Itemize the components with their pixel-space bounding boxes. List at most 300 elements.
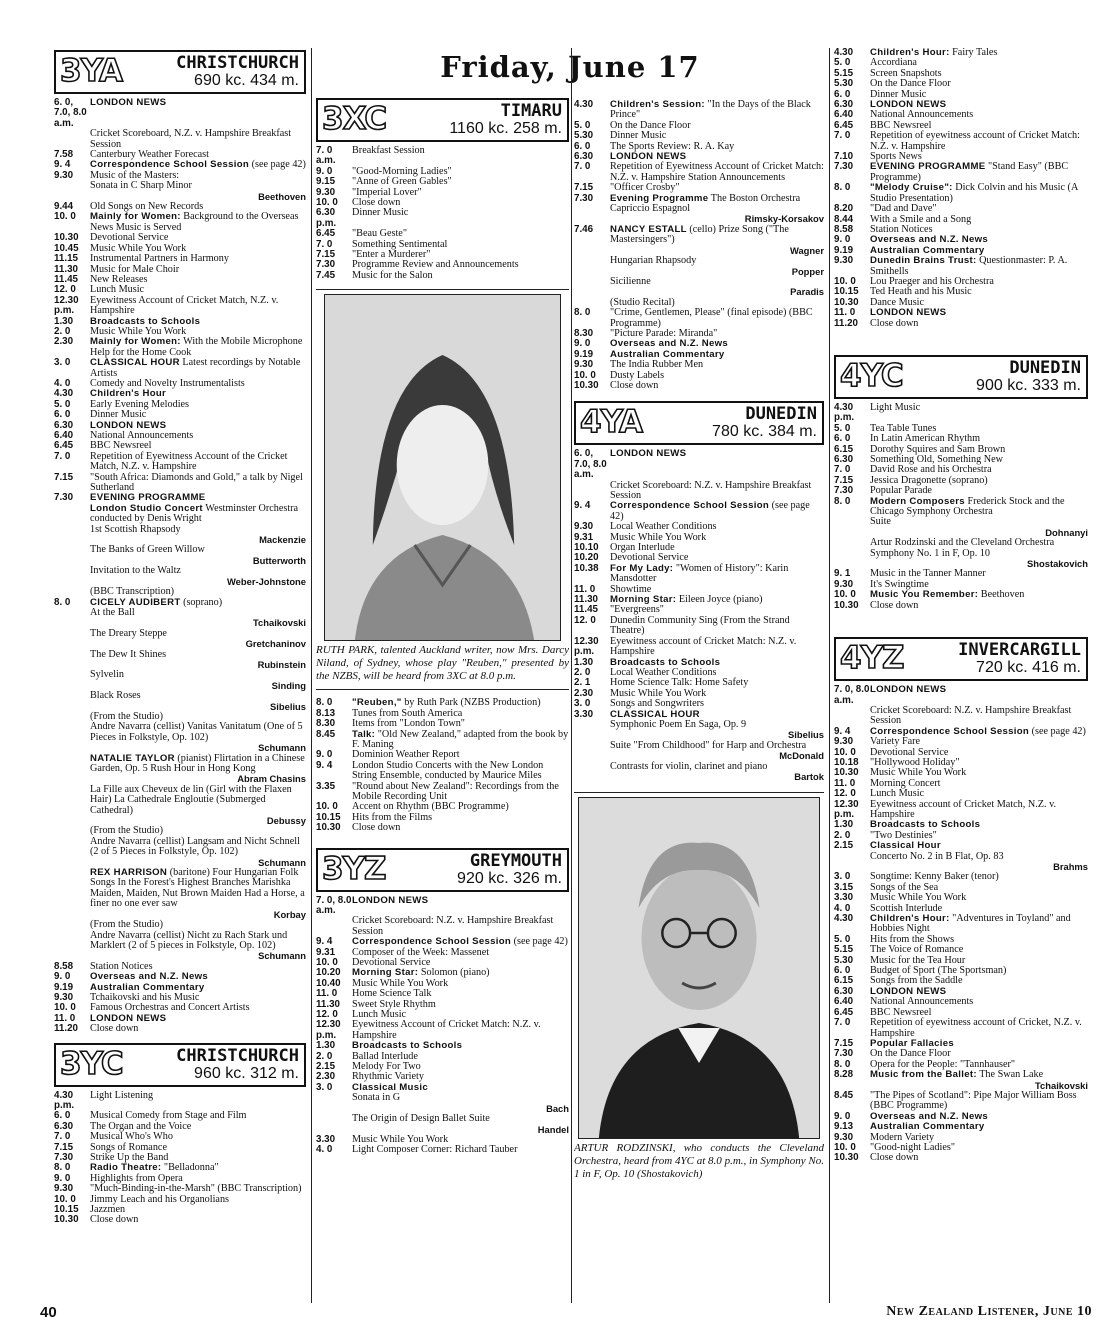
programme-title: Close down bbox=[610, 379, 659, 391]
station-box-3yz bbox=[316, 848, 569, 892]
programme-highlight: Music You Remember: bbox=[870, 589, 979, 601]
programme-highlight: EVENING PROGRAMME bbox=[870, 161, 986, 173]
programme-time: 6. 0 bbox=[834, 88, 851, 100]
programme-entry bbox=[54, 358, 306, 379]
programme-time: 5.15 bbox=[834, 944, 854, 956]
programme-title: New Releases bbox=[90, 273, 148, 285]
programme-details bbox=[870, 319, 1088, 329]
programme-time: 1.30 bbox=[574, 656, 594, 668]
programme-time: 3. 0 bbox=[574, 698, 591, 710]
programme-title: Something Sentimental bbox=[352, 238, 448, 250]
programme-title: The Organ and the Voice bbox=[90, 1120, 192, 1132]
programme-time: 7. 0, 8.0 a.m. bbox=[316, 894, 352, 916]
programme-highlight: CLASSICAL HOUR bbox=[610, 708, 700, 720]
programme-title: At the Ball bbox=[90, 606, 135, 618]
programme-time: 10. 0 bbox=[316, 801, 338, 813]
column-1 bbox=[54, 48, 306, 1303]
station-box-4yz bbox=[834, 637, 1088, 681]
programme-details bbox=[90, 504, 306, 525]
programme-details bbox=[352, 208, 569, 218]
programme-details bbox=[610, 449, 824, 459]
programme-time: 9.30 bbox=[54, 169, 74, 181]
programme-highlight: Overseas and N.Z. News bbox=[610, 338, 729, 350]
programme-time: 6.30 bbox=[834, 454, 854, 465]
programme-list-3yz bbox=[316, 896, 569, 1156]
programme-details bbox=[90, 337, 306, 358]
programme-time: 6. 0, 7.0, 8.0 a.m. bbox=[574, 448, 607, 481]
programme-time: 10.30 bbox=[834, 1152, 859, 1164]
programme-title: Suite bbox=[870, 516, 891, 528]
programme-details bbox=[610, 481, 824, 502]
programme-time: 3. 0 bbox=[316, 1081, 333, 1093]
programme-details bbox=[90, 181, 306, 202]
composer: Bartok bbox=[794, 770, 824, 782]
programme-title: Rhythmic Variety bbox=[352, 1071, 424, 1083]
programme-title: Dorothy Squires and Sam Brown bbox=[870, 443, 1006, 455]
programme-title: (pianist) Flirtation in a Chinese Garden, Op. 5 Rush Hour in Hong Kong bbox=[90, 752, 305, 774]
programme-title: Opera for the People: "Tannhauser" bbox=[870, 1058, 1016, 1070]
composer: Bach bbox=[546, 1102, 569, 1114]
programme-details bbox=[90, 650, 306, 671]
composer: Weber-Johnstone bbox=[226, 575, 306, 587]
composer: Abram Chasins bbox=[237, 773, 306, 785]
programme-details bbox=[90, 837, 306, 868]
programme-title: Music While You Work bbox=[610, 531, 707, 543]
programme-entry bbox=[834, 914, 1088, 935]
programme-time: 1.30 bbox=[54, 315, 74, 327]
programme-title: Eileen Joyce (piano) bbox=[678, 594, 763, 606]
programme-title: Tea Table Tunes bbox=[870, 422, 937, 434]
programme-title: Music for Male Choir bbox=[90, 263, 180, 275]
programme-time: 1.30 bbox=[834, 819, 854, 831]
programme-list-4ya bbox=[574, 449, 824, 782]
programme-details bbox=[610, 564, 824, 585]
programme-time: 6.30 bbox=[54, 419, 74, 431]
programme-title: The Dew It Shines bbox=[90, 648, 167, 660]
programme-time: 9.30 bbox=[316, 186, 336, 198]
programme-title: Morning Concert bbox=[870, 777, 941, 789]
programme-time: 10. 0 bbox=[574, 369, 596, 381]
programme-entry bbox=[834, 517, 1088, 538]
programme-time: 10.45 bbox=[54, 242, 79, 254]
composer: Brahms bbox=[1053, 861, 1088, 872]
programme-title: Solomon (piano) bbox=[420, 967, 490, 979]
programme-title: London Studio Concerts with the New London String Ensemble, conducted by Maurice Miles bbox=[352, 759, 544, 782]
programme-time: 5.30 bbox=[574, 130, 594, 142]
programme-time: 10. 0 bbox=[54, 1193, 76, 1205]
programme-title: "Dad and Dave" bbox=[870, 203, 937, 215]
programme-title: Hungarian Rhapsody bbox=[610, 255, 697, 267]
programme-time: 9. 0 bbox=[54, 1172, 71, 1184]
programme-details bbox=[90, 754, 306, 785]
programme-title: "Good-Morning Ladies" bbox=[352, 165, 452, 177]
programme-entry bbox=[54, 545, 306, 566]
programme-details bbox=[352, 1114, 569, 1135]
programme-title: Jazzmen bbox=[90, 1204, 126, 1216]
programme-title: Repetition of Eyewitness Account of Cricket Match: N.Z. v. Hampshire Station Announcements bbox=[610, 161, 824, 183]
programme-time: 9.30 bbox=[574, 359, 594, 371]
programme-title: Something Old, Something New bbox=[870, 454, 1003, 465]
programme-time: 3.15 bbox=[834, 881, 854, 893]
programme-time: 10. 0 bbox=[54, 1002, 76, 1014]
programme-details bbox=[90, 722, 306, 753]
programme-entry bbox=[54, 525, 306, 546]
programme-time: 5. 0 bbox=[834, 57, 851, 69]
programme-title: "Much-Binding-in-the-Marsh" (BBC Transcription) bbox=[90, 1183, 302, 1195]
programme-title: Light Music bbox=[870, 401, 921, 413]
programme-details bbox=[90, 1215, 306, 1225]
programme-time: 10.30 bbox=[834, 767, 859, 779]
programme-details bbox=[870, 601, 1088, 611]
programme-entry bbox=[54, 1215, 306, 1225]
programme-time: 9. 4 bbox=[834, 725, 851, 737]
programme-time: 6.30 bbox=[54, 1120, 74, 1132]
programme-highlight: Radio Theatre: bbox=[90, 1162, 162, 1174]
station-frequency: 1160 kc. 258 m. bbox=[449, 120, 562, 137]
programme-time: 9. 0 bbox=[574, 338, 591, 350]
programme-details bbox=[870, 1091, 1088, 1112]
programme-title: Close down bbox=[90, 1023, 139, 1035]
programme-entry bbox=[834, 162, 1088, 183]
programme-highlight: CICELY AUDIBERT bbox=[90, 596, 181, 608]
programme-time: 8.20 bbox=[834, 203, 854, 215]
programme-time: 10.30 bbox=[834, 296, 859, 308]
portrait-woman-image bbox=[325, 295, 560, 640]
programme-entry bbox=[316, 782, 569, 803]
programme-time: 7.58 bbox=[54, 149, 74, 161]
programme-title: "South Africa: Diamonds and Gold," a talk by Nigel Sutherland bbox=[90, 471, 303, 494]
programme-title: Items from "London Town" bbox=[352, 718, 465, 730]
programme-title: Background to the Overseas News Music is Served bbox=[90, 211, 299, 233]
programme-details bbox=[870, 403, 1088, 413]
programme-list-3yc bbox=[54, 1091, 306, 1226]
programme-time: 5.30 bbox=[834, 78, 854, 90]
programme-highlight: Dunedin Brains Trust: bbox=[870, 255, 977, 267]
programme-title: Station Notices bbox=[90, 960, 153, 972]
programme-time: 9.44 bbox=[54, 201, 74, 213]
programme-title: (cello) Prize Song ("The Mastersingers") bbox=[610, 223, 789, 246]
composer: Popper bbox=[791, 265, 824, 277]
programme-details bbox=[352, 896, 569, 906]
programme-details bbox=[610, 762, 824, 783]
programme-details bbox=[610, 162, 824, 183]
programme-details bbox=[870, 162, 1088, 183]
programme-title: Cricket Scoreboard: N.Z. v. Hampshire Breakfast Session bbox=[352, 915, 554, 937]
station-call-sign: 3YC bbox=[60, 1045, 123, 1082]
composer: Dohnanyi bbox=[1045, 526, 1088, 538]
programme-title: Devotional Service bbox=[352, 957, 431, 968]
programme-entry bbox=[574, 720, 824, 741]
programme-time: 5. 0 bbox=[54, 398, 71, 410]
composer: Schumann bbox=[258, 742, 306, 754]
programme-title: Repetition of eyewitness account of Cricket, N.Z. v. Hampshire bbox=[870, 1017, 1082, 1039]
programme-time: 7.15 bbox=[316, 249, 336, 261]
programme-time: 2. 0 bbox=[834, 829, 851, 841]
programme-title: Close down bbox=[352, 197, 401, 209]
programme-title: Accent on Rhythm (BBC Programme) bbox=[352, 801, 509, 813]
programme-entry bbox=[834, 131, 1088, 152]
programme-details bbox=[870, 706, 1088, 727]
programme-title: "Beau Geste" bbox=[352, 228, 407, 240]
station-call-sign: 3YZ bbox=[322, 850, 386, 887]
programme-entry bbox=[54, 722, 306, 753]
programme-title: Instrumental Partners in Harmony bbox=[90, 253, 229, 265]
programme-time: 6.45 bbox=[316, 228, 336, 240]
programme-time: 6.40 bbox=[834, 109, 854, 121]
programme-highlight: "Melody Cruise": bbox=[870, 182, 953, 194]
programme-details bbox=[610, 616, 824, 637]
programme-highlight: REX HARRISON bbox=[90, 867, 168, 879]
programme-entry bbox=[574, 308, 824, 329]
programme-time: 6.40 bbox=[54, 430, 74, 441]
programme-title: Budget of Sport (The Sportsman) bbox=[870, 965, 1007, 977]
programme-time: 4.30 p.m. bbox=[834, 401, 855, 424]
programme-title: National Announcements bbox=[870, 109, 974, 121]
programme-time: 7. 0 bbox=[834, 130, 851, 142]
photo-caption: ARTUR RODZINSKI, who conducts the Cleveland Orchestra, heard from 4YC at 8.0 p.m., in Symphony No. 1 in F, Op. 10 (Shostakovich) bbox=[574, 1142, 824, 1181]
programme-title: Breakfast Session bbox=[352, 145, 425, 156]
programme-highlight: Modern Composers bbox=[870, 495, 965, 507]
programme-details bbox=[352, 1020, 569, 1041]
programme-title: Dinner Music bbox=[352, 207, 409, 219]
programme-entry bbox=[574, 501, 824, 522]
programme-title: "Hollywood Holiday" bbox=[870, 756, 960, 768]
programme-details bbox=[870, 1153, 1088, 1163]
programme-title: "In the Days of the Black Prince" bbox=[610, 99, 811, 121]
programme-time: 10. 0 bbox=[316, 957, 338, 968]
programme-title: Fairy Tales bbox=[952, 48, 998, 58]
programme-time: 9.15 bbox=[316, 176, 336, 188]
programme-title: Music While You Work bbox=[90, 242, 187, 254]
programme-time: 10. 0 bbox=[834, 589, 856, 601]
programme-title: Home Science Talk: Home Safety bbox=[610, 677, 749, 689]
programme-title: On the Dance Floor bbox=[610, 119, 691, 131]
programme-details bbox=[610, 381, 824, 391]
programme-title: "Enter a Murderer" bbox=[352, 249, 431, 261]
programme-time: 9.30 bbox=[54, 1183, 74, 1195]
programme-title: Tchaikovski and his Music bbox=[90, 991, 200, 1003]
programme-time: 7.30 bbox=[574, 192, 594, 204]
portrait-photo bbox=[578, 797, 820, 1139]
programme-title: Music While You Work bbox=[870, 767, 967, 779]
column-rule bbox=[571, 48, 572, 1303]
programme-title: The Dreary Steppe bbox=[90, 627, 167, 639]
programme-time: 10.40 bbox=[316, 977, 341, 989]
programme-details bbox=[90, 629, 306, 650]
programme-title: BBC Newsreel bbox=[870, 119, 932, 131]
programme-time: 11. 0 bbox=[54, 1012, 76, 1024]
programme-time: 10. 0 bbox=[834, 275, 856, 287]
programme-time: 9. 4 bbox=[574, 500, 591, 512]
programme-title: Sonata in C Sharp Minor bbox=[90, 180, 192, 192]
footer-publication: New Zealand Listener, June 10 bbox=[886, 1304, 1092, 1319]
programme-title: Composer of the Week: Massenet bbox=[352, 946, 490, 958]
programme-title: Music of the Masters: bbox=[90, 169, 180, 181]
programme-title: National Announcements bbox=[870, 996, 974, 1008]
programme-time: 2.30 bbox=[574, 687, 594, 699]
programme-title: "Belladonna" bbox=[163, 1162, 219, 1174]
programme-details bbox=[352, 730, 569, 751]
programme-time: 2. 1 bbox=[574, 677, 591, 689]
programme-time: 7.15 bbox=[54, 1141, 74, 1153]
programme-time: 10. 0 bbox=[834, 1141, 856, 1153]
programme-time: 7.30 bbox=[834, 1048, 854, 1060]
programme-time: 11.30 bbox=[574, 594, 598, 606]
composer: Sinding bbox=[271, 679, 306, 691]
programme-highlight: Children's Session: bbox=[610, 99, 705, 110]
programme-details bbox=[870, 685, 1088, 695]
programme-title: Strike Up the Band bbox=[90, 1152, 169, 1163]
programme-details bbox=[90, 296, 306, 317]
programme-time: 2. 0 bbox=[574, 666, 591, 678]
programme-highlight: Morning Star: bbox=[352, 967, 419, 979]
programme-entry bbox=[54, 650, 306, 671]
programme-highlight: NANCY ESTALL bbox=[610, 223, 687, 235]
composer: Schumann bbox=[258, 856, 306, 868]
programme-title: "Women of History": Karin Mansdotter bbox=[610, 562, 789, 585]
programme-time: 8. 0 bbox=[834, 495, 851, 507]
programme-title: Programme Review and Announcements bbox=[352, 259, 519, 271]
programme-details bbox=[870, 1070, 1088, 1091]
programme-details bbox=[352, 1093, 569, 1114]
programme-title: Eyewitness Account of Cricket Match, N.Z. v. Hampshire bbox=[90, 294, 279, 317]
programme-entry bbox=[54, 754, 306, 785]
programme-title: "Evergreens" bbox=[610, 604, 664, 616]
programme-title: (From the Studio) bbox=[90, 825, 164, 837]
programme-time: 6. 0 bbox=[834, 965, 851, 977]
programme-details bbox=[610, 256, 824, 277]
programme-time: 11.30 bbox=[54, 263, 78, 275]
programme-details bbox=[90, 358, 306, 379]
programme-details bbox=[870, 852, 1088, 873]
programme-details bbox=[90, 785, 306, 827]
programme-highlight: London Studio Concert bbox=[90, 502, 203, 514]
programme-details bbox=[90, 129, 306, 150]
programme-title: Invitation to the Waltz bbox=[90, 565, 181, 577]
programme-entry bbox=[316, 761, 569, 782]
programme-title: Artur Rodzinski and the Cleveland Orchestra Symphony No. 1 in F, Op. 10 bbox=[870, 537, 1055, 559]
programme-highlight: Australian Commentary bbox=[870, 244, 985, 256]
programme-title: Lou Praeger and his Orchestra bbox=[870, 275, 994, 287]
programme-time: 3.30 bbox=[834, 892, 854, 904]
programme-details bbox=[870, 800, 1088, 821]
programme-time: 7.15 bbox=[54, 471, 74, 483]
programme-title: It's Swingtime bbox=[870, 578, 929, 590]
programme-title: Lunch Music bbox=[870, 788, 925, 800]
programme-time: 9.19 bbox=[834, 244, 854, 256]
programme-time: 10.10 bbox=[574, 542, 599, 554]
programme-time: 4.30 bbox=[574, 99, 594, 110]
programme-details bbox=[352, 761, 569, 782]
programme-title: Repetition of Eyewitness Account of the Cricket Match, N.Z. v. Hampshire bbox=[90, 450, 288, 473]
programme-title: Dick Colvin and his Music (A Studio Presentation) bbox=[870, 182, 1078, 204]
programme-title: On the Dance Floor bbox=[870, 78, 951, 90]
programme-time: 8. 0 bbox=[54, 596, 71, 608]
programme-title: Music While You Work bbox=[610, 687, 707, 699]
programme-title: Songs of Romance bbox=[90, 1141, 167, 1153]
programme-time: 8. 0 bbox=[834, 1058, 851, 1070]
portrait-man-image bbox=[579, 798, 819, 1138]
composer: Schumann bbox=[258, 950, 306, 962]
programme-title: Repetition of eyewitness account of Cricket Match: N.Z. v. Hampshire bbox=[870, 130, 1080, 152]
programme-entry bbox=[54, 504, 306, 525]
programme-title: Cricket Scoreboard, N.Z. v. Hampshire Breakfast Session bbox=[90, 128, 292, 150]
programme-title: Symphonic Poem En Saga, Op. 9 bbox=[610, 718, 747, 730]
programme-title: Andre Navarra (cellist) Langsam and Nicht Schnell (2 of 5 Pieces in Folkstyle, Op. 102) bbox=[90, 835, 300, 858]
programme-title: Questionmaster: P. A. Smithells bbox=[870, 255, 1068, 277]
programme-entry bbox=[574, 100, 824, 121]
programme-time: 11.45 bbox=[54, 273, 78, 285]
composer: Mackenzie bbox=[259, 534, 306, 546]
programme-highlight: Broadcasts to Schools bbox=[352, 1040, 463, 1052]
programme-time: 4. 0 bbox=[834, 902, 851, 914]
programme-time: 7. 0 bbox=[316, 238, 333, 250]
programme-details bbox=[610, 225, 824, 256]
programme-time: 8.30 bbox=[574, 327, 594, 339]
programme-highlight: NATALIE TAYLOR bbox=[90, 752, 175, 764]
programme-title: "Good-night Ladies" bbox=[870, 1141, 955, 1153]
programme-time: 6. 0 bbox=[574, 140, 591, 152]
programme-time: 7.46 bbox=[574, 223, 594, 235]
programme-entry bbox=[834, 1091, 1088, 1112]
programme-highlight: LONDON NEWS bbox=[610, 151, 687, 163]
programme-highlight: Broadcasts to Schools bbox=[610, 656, 721, 668]
programme-time: 3.30 bbox=[574, 708, 594, 720]
programme-details bbox=[352, 146, 569, 156]
programme-time: 8. 0 bbox=[574, 307, 591, 319]
programme-highlight: Australian Commentary bbox=[610, 348, 725, 360]
programme-time: 11. 0 bbox=[834, 777, 856, 789]
station-frequency: 920 kc. 326 m. bbox=[457, 869, 562, 887]
programme-entry bbox=[574, 449, 824, 480]
programme-details bbox=[610, 204, 824, 225]
programme-list-3ya bbox=[54, 98, 306, 1035]
programme-details bbox=[352, 823, 569, 833]
programme-time: 12. 0 bbox=[574, 614, 596, 626]
programme-entry bbox=[54, 670, 306, 691]
programme-time: 2.30 bbox=[316, 1071, 336, 1083]
programme-title: The India Rubber Men bbox=[610, 359, 704, 371]
composer: McDonald bbox=[779, 750, 824, 762]
station-frequency: 780 kc. 384 m. bbox=[712, 423, 817, 441]
programme-entry bbox=[316, 1020, 569, 1041]
programme-highlight: CLASSICAL HOUR bbox=[90, 357, 180, 369]
programme-highlight: Correspondence School Session bbox=[352, 936, 512, 948]
programme-title: "Stand Easy" (BBC Programme) bbox=[870, 161, 1069, 183]
programme-entry bbox=[54, 337, 306, 358]
programme-entry bbox=[54, 473, 306, 494]
programme-time: 12. 0 bbox=[834, 788, 856, 800]
programme-details bbox=[610, 308, 824, 329]
programme-time: 9.30 bbox=[574, 521, 594, 533]
programme-details bbox=[90, 608, 306, 629]
programme-entry bbox=[834, 403, 1088, 424]
programme-time: 2. 0 bbox=[54, 325, 71, 337]
composer: Paradis bbox=[790, 286, 824, 298]
programme-highlight: EVENING PROGRAMME bbox=[90, 492, 206, 504]
programme-entry bbox=[316, 1114, 569, 1135]
programme-highlight: LONDON NEWS bbox=[352, 894, 429, 906]
programme-time: 12.30 p.m. bbox=[316, 1019, 341, 1041]
programme-time: 11.20 bbox=[54, 1023, 78, 1035]
programme-highlight: Australian Commentary bbox=[90, 981, 205, 993]
programme-highlight: Broadcasts to Schools bbox=[870, 819, 981, 831]
composer: Handel bbox=[537, 1123, 569, 1135]
programme-title: Scottish Interlude bbox=[870, 902, 943, 914]
programme-time: 6. 0 bbox=[54, 409, 71, 421]
programme-time: 3.35 bbox=[316, 780, 336, 792]
programme-title: Highlights from Opera bbox=[90, 1172, 183, 1184]
